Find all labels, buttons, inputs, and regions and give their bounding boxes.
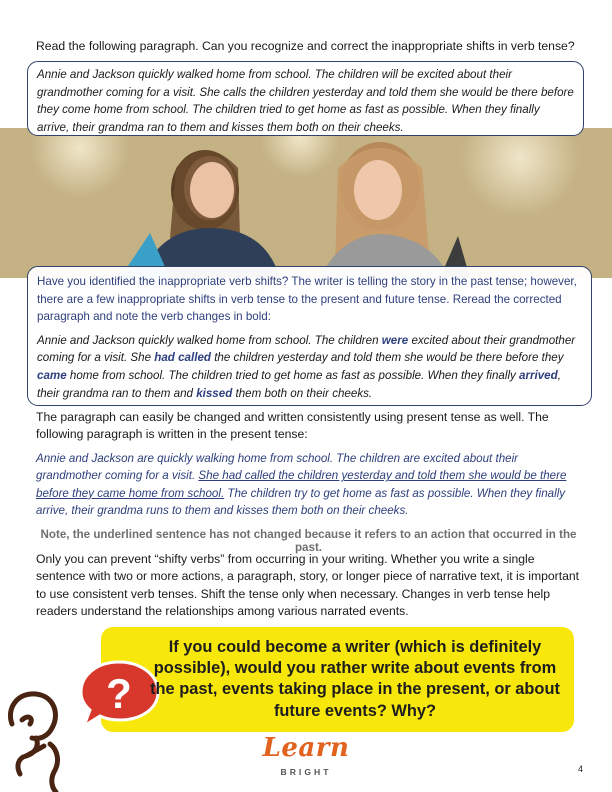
corrected-verb: arrived — [519, 368, 558, 382]
corrected-verb: had called — [154, 351, 211, 365]
corrected-text: home from school. The children tried to get home as fast as possible. When they finally — [66, 368, 520, 382]
intro-instruction: Read the following paragraph. Can you recognize and correct the inappropriate shifts in verb tense? — [36, 39, 575, 53]
question-mark: ? — [106, 670, 132, 717]
learn-bright-logo: Learn — [262, 733, 350, 763]
corrected-text: Annie and Jackson quickly walked home from school. The children — [37, 333, 382, 347]
corrected-verb: came — [37, 368, 67, 382]
corrected-text: excited about their grandmother coming for a visit. She — [37, 333, 576, 365]
corrected-text: them both on their cheeks. — [232, 386, 373, 400]
corrected-text: , their grandma ran to them and — [37, 368, 561, 400]
thinking-person-icon — [0, 684, 82, 792]
corrected-paragraph-box — [27, 266, 592, 406]
present-text: Annie and Jackson are quickly walking home from school. The children are excited about their grandmother coming for a visit. — [36, 452, 519, 483]
verb-shift-question: Have you identified the inappropriate verb shifts? The writer is telling the story in the past tense; however, there are a few inappropriate shifts in verb tense to the present and future tense. Reread the corrected paragraph and note the verb changes in bold: — [37, 275, 577, 324]
corrected-verb: were — [381, 333, 409, 347]
shifty-verbs-paragraph: Only you can prevent “shifty verbs” from occurring in your writing. Whether you write a single sentence with two or more actions, a paragraph, story, or longer piece of narrative text, it is important to use consistent verb tenses. Shift the tense only when necessary. Changes in verb tense help readers understand the relationships among various narrated events. — [36, 552, 580, 618]
page-number: 4 — [578, 764, 584, 774]
underline-note: Note, the underlined sentence has not changed because it refers to an action that occurred in the past. — [40, 528, 577, 554]
corrected-verb: kissed — [196, 386, 233, 400]
original-paragraph-box: Annie and Jackson quickly walked home from school. The children will be excited about their grandmother coming for a visit. She calls the children yesterday and told them she would be there before they come home from school. The children tried to get home as fast as possible. When they finally arrive, their grandma ran to them and kisses them both on their cheeks. — [27, 61, 584, 136]
present-tense-paragraph — [36, 450, 581, 520]
underlined-sentence: She had called the children yesterday and told them she would be there before they came home from school. — [36, 469, 567, 500]
present-tense-intro: The paragraph can easily be changed and written consistently using present tense as well. The following paragraph is written in the present tense: — [36, 410, 549, 442]
corrected-paragraph — [37, 332, 582, 402]
logo-subtitle: BRIGHT — [280, 767, 332, 777]
present-text: The children try to get home as fast as possible. When they finally arrive, their grandma runs to them and kisses them both on their cheeks. — [36, 486, 566, 518]
writing-prompt: If you could become a writer (which is definitely possible), would you rather write about events from the past, events taking place in the present, or about future events? Why? — [150, 638, 560, 720]
students-photo — [0, 128, 612, 278]
corrected-text: the children yesterday and told them she would be there before they — [210, 351, 564, 365]
